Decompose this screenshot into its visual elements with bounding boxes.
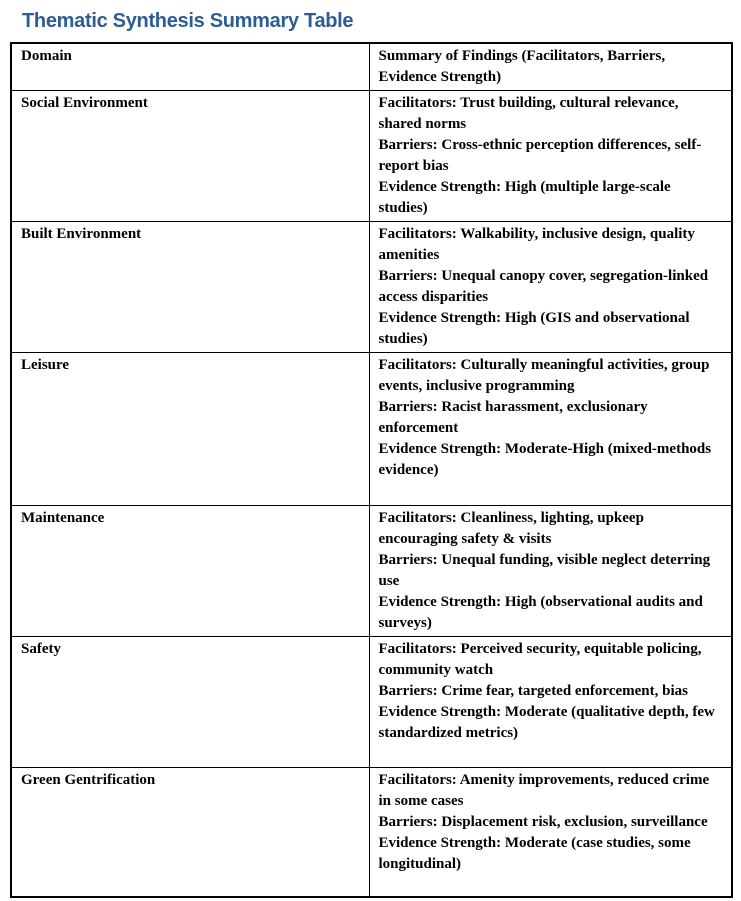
- summary-cell: [369, 353, 732, 506]
- barriers-text: Barriers: Racist harassment, exclusionary enforcement: [378, 399, 648, 436]
- summary-cell: [369, 506, 732, 637]
- evidence-strength-text: Evidence Strength: High (multiple large-scale studies): [378, 179, 671, 216]
- facilitators-text: Facilitators: Culturally meaningful activities, group events, inclusive programming: [378, 357, 710, 394]
- column-header-domain: Domain: [11, 43, 369, 91]
- domain-cell: Social Environment: [11, 91, 369, 222]
- table-row-built-environment: [11, 222, 732, 353]
- barriers-text: Barriers: Displacement risk, exclusion, surveillance: [378, 814, 708, 830]
- table-row-safety: [11, 637, 732, 768]
- facilitators-text: Facilitators: Perceived security, equitable policing, community watch: [378, 641, 702, 678]
- thematic-synthesis-table: [10, 42, 733, 898]
- summary-cell: [369, 637, 732, 768]
- table-row-green-gentrification: [11, 768, 732, 897]
- facilitators-text: Facilitators: Trust building, cultural relevance, shared norms: [378, 95, 679, 132]
- facilitators-text: Facilitators: Cleanliness, lighting, upkeep encouraging safety & visits: [378, 510, 644, 547]
- domain-cell: Green Gentrification: [11, 768, 369, 897]
- evidence-strength-text: Evidence Strength: High (observational audits and surveys): [378, 594, 703, 631]
- barriers-text: Barriers: Unequal funding, visible neglect deterring use: [378, 552, 711, 589]
- table-row-maintenance: [11, 506, 732, 637]
- facilitators-text: Facilitators: Amenity improvements, reduced crime in some cases: [378, 772, 710, 809]
- table-row-social-environment: [11, 91, 732, 222]
- evidence-strength-text: Evidence Strength: High (GIS and observational studies): [378, 310, 690, 347]
- facilitators-text: Facilitators: Walkability, inclusive design, quality amenities: [378, 226, 695, 263]
- table-header-row: [11, 43, 732, 91]
- barriers-text: Barriers: Cross-ethnic perception differences, self-report bias: [378, 137, 702, 174]
- evidence-strength-text: Evidence Strength: Moderate (case studies, some longitudinal): [378, 835, 691, 872]
- domain-cell: Leisure: [11, 353, 369, 506]
- barriers-text: Barriers: Unequal canopy cover, segregation-linked access disparities: [378, 268, 709, 305]
- page-title: Thematic Synthesis Summary Table: [22, 10, 354, 32]
- summary-cell: [369, 768, 732, 897]
- summary-cell: [369, 222, 732, 353]
- column-header-summary: Summary of Findings (Facilitators, Barriers, Evidence Strength): [369, 43, 732, 91]
- summary-cell: [369, 91, 732, 222]
- domain-cell: Safety: [11, 637, 369, 768]
- domain-cell: Maintenance: [11, 506, 369, 637]
- barriers-text: Barriers: Crime fear, targeted enforcement, bias: [378, 683, 688, 699]
- evidence-strength-text: Evidence Strength: Moderate-High (mixed-methods evidence): [378, 441, 712, 478]
- table-row-leisure: [11, 353, 732, 506]
- domain-cell: Built Environment: [11, 222, 369, 353]
- evidence-strength-text: Evidence Strength: Moderate (qualitative depth, few standardized metrics): [378, 704, 715, 741]
